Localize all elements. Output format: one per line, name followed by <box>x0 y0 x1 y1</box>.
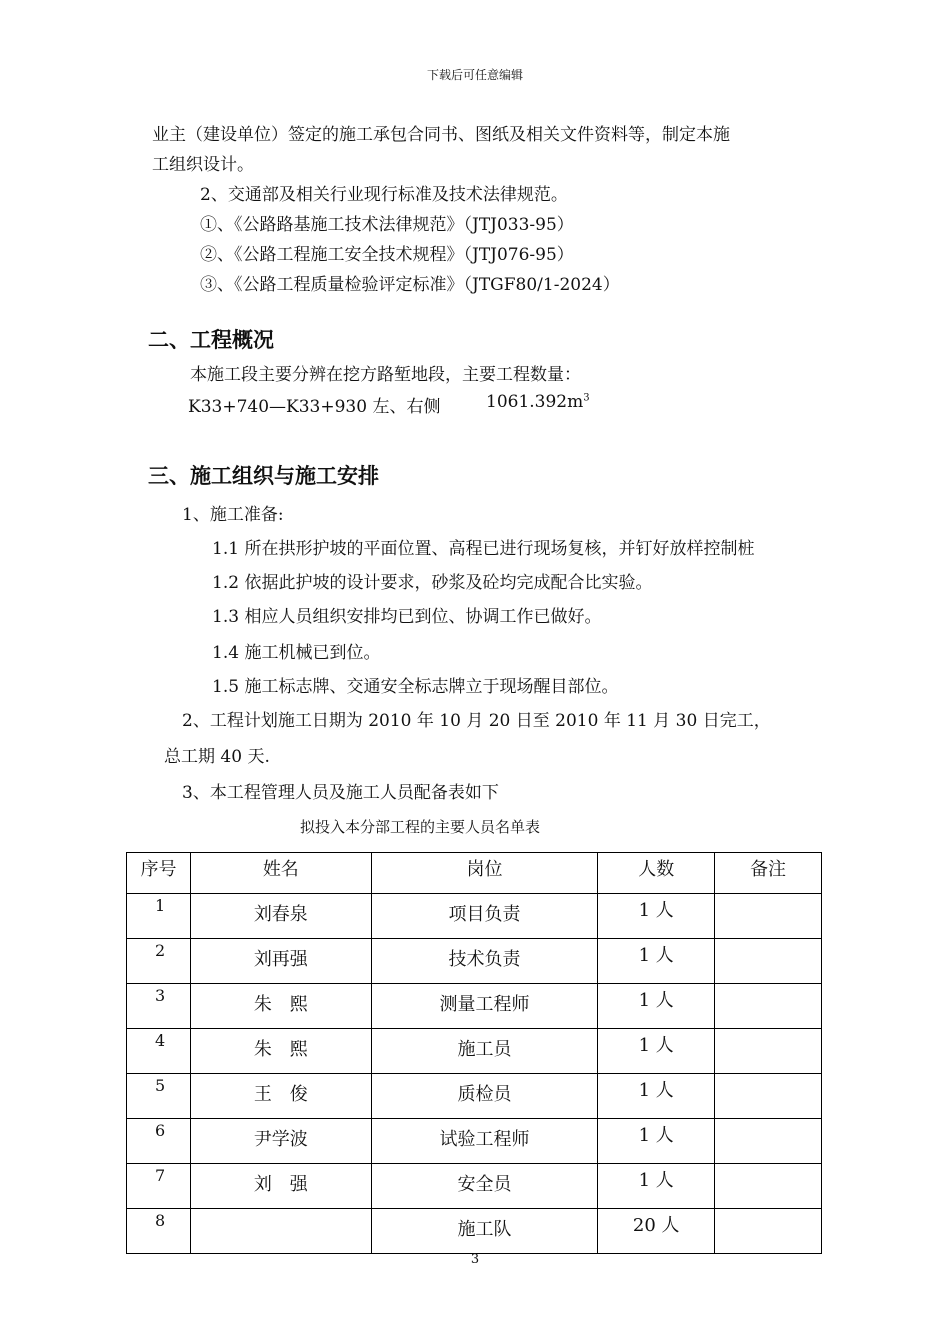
prep-item: 1.2 依据此护坡的设计要求，砂浆及砼均完成配合比实验。 <box>212 573 653 593</box>
prep-item: 1.3 相应人员组织安排均已到位、协调工作已做好。 <box>212 607 602 627</box>
table-cell: 1 人 <box>598 1074 715 1119</box>
reference-item: ②、《公路工程施工安全技术规程》（JTJ076-95） <box>200 245 574 265</box>
column-header: 备注 <box>715 853 822 894</box>
table-row <box>127 1119 822 1164</box>
table-cell: 1 人 <box>598 984 715 1029</box>
table-row <box>127 1074 822 1119</box>
table-cell: 7 <box>127 1164 191 1209</box>
reference-item: ③、《公路工程质量检验评定标准》（JTGF80/1-2024） <box>200 275 620 295</box>
section-title: 二、工程概况 <box>148 328 274 352</box>
table-cell: 8 <box>127 1209 191 1254</box>
staffing-intro: 3、本工程管理人员及施工人员配备表如下 <box>182 783 499 803</box>
table-cell: 朱 熙 <box>190 984 371 1029</box>
chainage-range: K33+740—K33+930 左、右侧 <box>188 397 441 417</box>
table-cell: 试验工程师 <box>371 1119 598 1164</box>
table-cell <box>715 894 822 939</box>
section-title: 三、施工组织与施工安排 <box>148 464 379 488</box>
table-cell: 施工队 <box>371 1209 598 1254</box>
table-row <box>127 984 822 1029</box>
column-header: 序号 <box>127 853 191 894</box>
table-cell: 20 人 <box>598 1209 715 1254</box>
prep-title: 1、施工准备: <box>182 505 284 525</box>
table-cell: 4 <box>127 1029 191 1074</box>
column-header: 姓名 <box>190 853 371 894</box>
table-cell: 刘春泉 <box>190 894 371 939</box>
table-row <box>127 939 822 984</box>
table-header-row <box>127 853 822 894</box>
table-cell: 1 人 <box>598 894 715 939</box>
table-cell: 1 <box>127 894 191 939</box>
table-cell <box>715 1029 822 1074</box>
table-cell: 刘再强 <box>190 939 371 984</box>
table-row <box>127 1029 822 1074</box>
prep-item: 1.1 所在拱形护坡的平面位置、高程已进行现场复核，并钉好放样控制桩 <box>212 539 755 559</box>
table-cell <box>190 1209 371 1254</box>
overview-intro: 本施工段主要分辨在挖方路堑地段，主要工程数量： <box>190 365 581 385</box>
schedule-line: 2、工程计划施工日期为 2010 年 10 月 20 日至 2010 年 11 月 30 日完工， <box>182 711 771 731</box>
table-cell: 1 人 <box>598 1164 715 1209</box>
standards-heading: 2、交通部及相关行业现行标准及技术法律规范。 <box>200 185 568 205</box>
table-cell <box>715 984 822 1029</box>
table-cell: 3 <box>127 984 191 1029</box>
column-header: 岗位 <box>371 853 598 894</box>
page-number: 3 <box>470 1252 480 1267</box>
table-cell: 2 <box>127 939 191 984</box>
table-cell: 尹学波 <box>190 1119 371 1164</box>
page-header-watermark: 下载后可任意编辑 <box>426 68 523 82</box>
table-cell: 6 <box>127 1119 191 1164</box>
reference-item: ①、《公路路基施工技术法律规范》（JTJ033-95） <box>200 215 574 235</box>
prep-item: 1.5 施工标志牌、交通安全标志牌立于现场醒目部位。 <box>212 677 619 697</box>
table-cell: 刘 强 <box>190 1164 371 1209</box>
table-row <box>127 894 822 939</box>
table-cell: 质检员 <box>371 1074 598 1119</box>
table-cell: 测量工程师 <box>371 984 598 1029</box>
prep-item: 1.4 施工机械已到位。 <box>212 643 381 663</box>
table-cell: 施工员 <box>371 1029 598 1074</box>
table-cell: 1 人 <box>598 939 715 984</box>
table-cell: 王 俊 <box>190 1074 371 1119</box>
table-cell: 1 人 <box>598 1119 715 1164</box>
table-cell <box>715 1074 822 1119</box>
table-cell: 安全员 <box>371 1164 598 1209</box>
table-row <box>127 1209 822 1254</box>
staff-table <box>126 852 822 1254</box>
column-header: 人数 <box>598 853 715 894</box>
paragraph-line: 工组织设计。 <box>152 155 254 175</box>
paragraph-line: 业主（建设单位）签定的施工承包合同书、图纸及相关文件资料等，制定本施 <box>152 125 730 145</box>
table-row <box>127 1164 822 1209</box>
table-cell <box>715 1164 822 1209</box>
table-cell: 技术负责 <box>371 939 598 984</box>
table-cell: 朱 熙 <box>190 1029 371 1074</box>
quantity-value: $1061.392m^3$ <box>486 392 590 412</box>
table-cell <box>715 1209 822 1254</box>
schedule-line: 总工期 40 天. <box>164 747 270 767</box>
table-cell <box>715 939 822 984</box>
table-cell <box>715 1119 822 1164</box>
table-cell: 5 <box>127 1074 191 1119</box>
table-caption: 拟投入本分部工程的主要人员名单表 <box>300 818 541 836</box>
table-cell: 1 人 <box>598 1029 715 1074</box>
table-cell: 项目负责 <box>371 894 598 939</box>
